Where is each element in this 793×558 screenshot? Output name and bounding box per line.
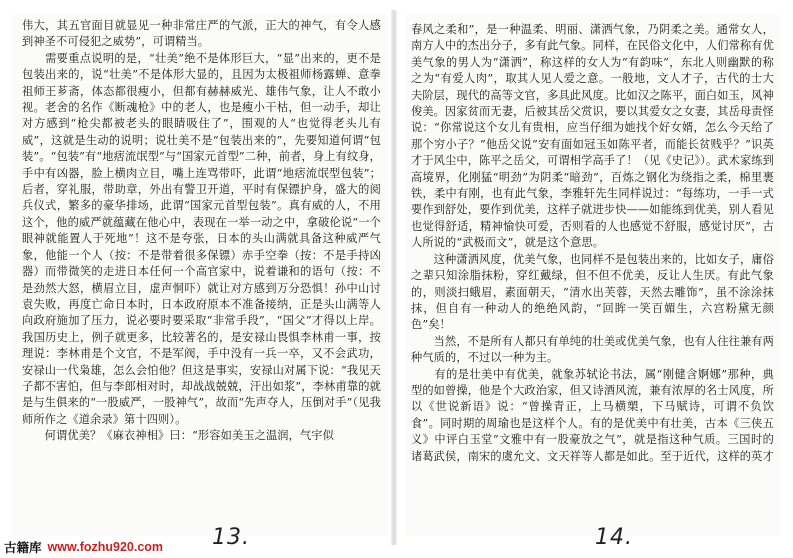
right-page-body-text: 春风之柔和”，是一种温柔、明丽、潇洒气象，乃阴柔之美。通常女人，南方人中的杰出分子，多有此气象。同样，在民俗文化中，人们常称有优美气象的男人为“潇洒”，称这样的女人为“有韵味”，东北人则幽默的称之为“有爱人肉”，取其人见人爱之意。一般地，文人才子，古代的士大夫阶层，现代的高等文官，多具此风度。比如汉之陈平，面白如玉，风神俊美。因家贫而无妻，后被其岳父赏识，要以其爱女之女妻，其岳母责怪说：“你常说这个女儿有贵相，应当仔细为她找个好女婿，怎么今天给了那个穷小子？”他岳父说“安有面如冠玉如陈平者，而能长贫贱乎？”识英才于风尘中，陈平之岳父，可谓相学高手了！（见《史记》）。武术家练到高境界，化刚猛“明劲”为阴柔“暗劲”，百炼之钢化为绕指之柔，棉里裹铁，柔中有刚，也有此气象，李雅轩先生同样说过：“每练功，一手一式要作到舒处，要作到优美，这样子就进步快——如能练到优美，别人看见也觉得舒适，精神愉快可爱，否则看的人也感觉不舒服，感觉讨厌”，古人所说的“武极而文”，就是这个意思。 这种潇洒风度，优美气象，也同样不是包装出来的，比如女子，庸俗之辈只知涂脂抹粉，穿红戴绿，但不但不优美，反让人生厌。有此气象的，则淡扫蛾眉，素面朝天，“清水出芙蓉，天然去雕饰”，虽不涂涂抹抹，但自有一种动人的绝绝风韵，“回眸一笑百媚生，六宫粉黛无颜色”矣！ 当然，不是所有人都只有单纯的壮美或优美气象，也有人往往兼有两种气质的，不过以一种为主。 有的是壮美中有优美，就象苏轼论书法，属“刚健含婀娜”那种，典型的如曾操，他是个大政治家，但又诗酒风流，兼有浓厚的名士风度，所以《世说新语》说：“曾操青正，上马横槊，下马赋诗，可谓不负饮食”。同时期的周瑜也是这样个人。有的是优美中有壮美，古本《三侠五义》中评白玉堂“文雅中有一股豪放之气”，就是指这种气质。三国时的诸葛武侯，南宋的虞允文、文天祥等人都是如此。至于近代，这样的英才	[411, 23, 774, 463]
left-page-number: 13.	[212, 525, 250, 550]
watermark	[0, 536, 204, 558]
watermark-url[interactable]: www.fozhu920.com	[47, 540, 164, 554]
book-gutter	[391, 10, 397, 545]
left-page-body-text: 伟大，其五官面目就显见一种非常庄严的气派，正大的神气，有令人感到神圣不可侵犯之威势”，可谓精当。 需要重点说明的是，“壮美”绝不是体形巨大，“显”出来的，更不是包装出来的，说“壮美”不是体形大显的，且因为太极祖师杨露蝉、意拳祖师王芗斋，体态都很瘦小，但都有赫赫威光、雄伟气象，让人不敢小视。老舍的名作《断魂枪》中的老人，也是瘦小干枯，但一动手，却让对方感到“枪尖都被老头的眼睛吸住了”，围观的人“也觉得老头儿有威”，这就是生动的说明；说壮美不是“包装出来的”，先要知道何谓“包装”。“包装”有“地痞流氓型”与“国家元首型”二种，前者，身上有纹身，手中有凶器，脸上横肉立目，嘴上连骂带吓，此谓“地痞流氓型包装”；后者，穿礼服，带助章，外出有警卫开道，平时有保镖护身，盛大的阅兵仪式，繁多的豪华排场，此谓“国家元首型包装”。真有威的人，不用这个，他的威严就蕴藏在他心中，表现在一举一动之中，拿破伦说“一个眼神就能置人于死地”！这不是夸张，日本的头山满就具备这种威严气象，他能一个人（按：不是带着很多保镖）赤手空拳（按：不是手持凶器）而带微笑的走进日本任何一个高官家中，说着谦和的语句（按：不是劲然大怒，横眉立目，虚声恫吓）就让对方感到万分恐惧！孙中山讨袁失败，再度亡命日本时，日本政府原本不准备接纳，正是头山满等人向政府施加了压力，说必要时要采取“非常手段”，“国父”才得以上岸。我国历史上，例子就更多，比较著名的，是安禄山畏惧李林甫一事，按理说：李林甫是个文官，不是军阀，手中没有一兵一卒，又不会武功，安禄山一代枭雄，怎么会怕他？但这是事实，安禄山对属下说：“我见天子都不害怕，但与李郎相对时，却战战兢兢，汗出如浆”，李林甫靠的就是与生俱来的“一股威严，一股神气”，故而“先声夺人，压倒对手”（见我师所作之《道余录》第十四则）。 何谓优美？《麻衣神相》曰：“形容如美玉之温润，气宇似	[22, 19, 381, 443]
watermark-site-name: 古籍库	[4, 541, 42, 555]
right-page	[405, 14, 780, 550]
right-page-number: 14.	[595, 525, 633, 550]
